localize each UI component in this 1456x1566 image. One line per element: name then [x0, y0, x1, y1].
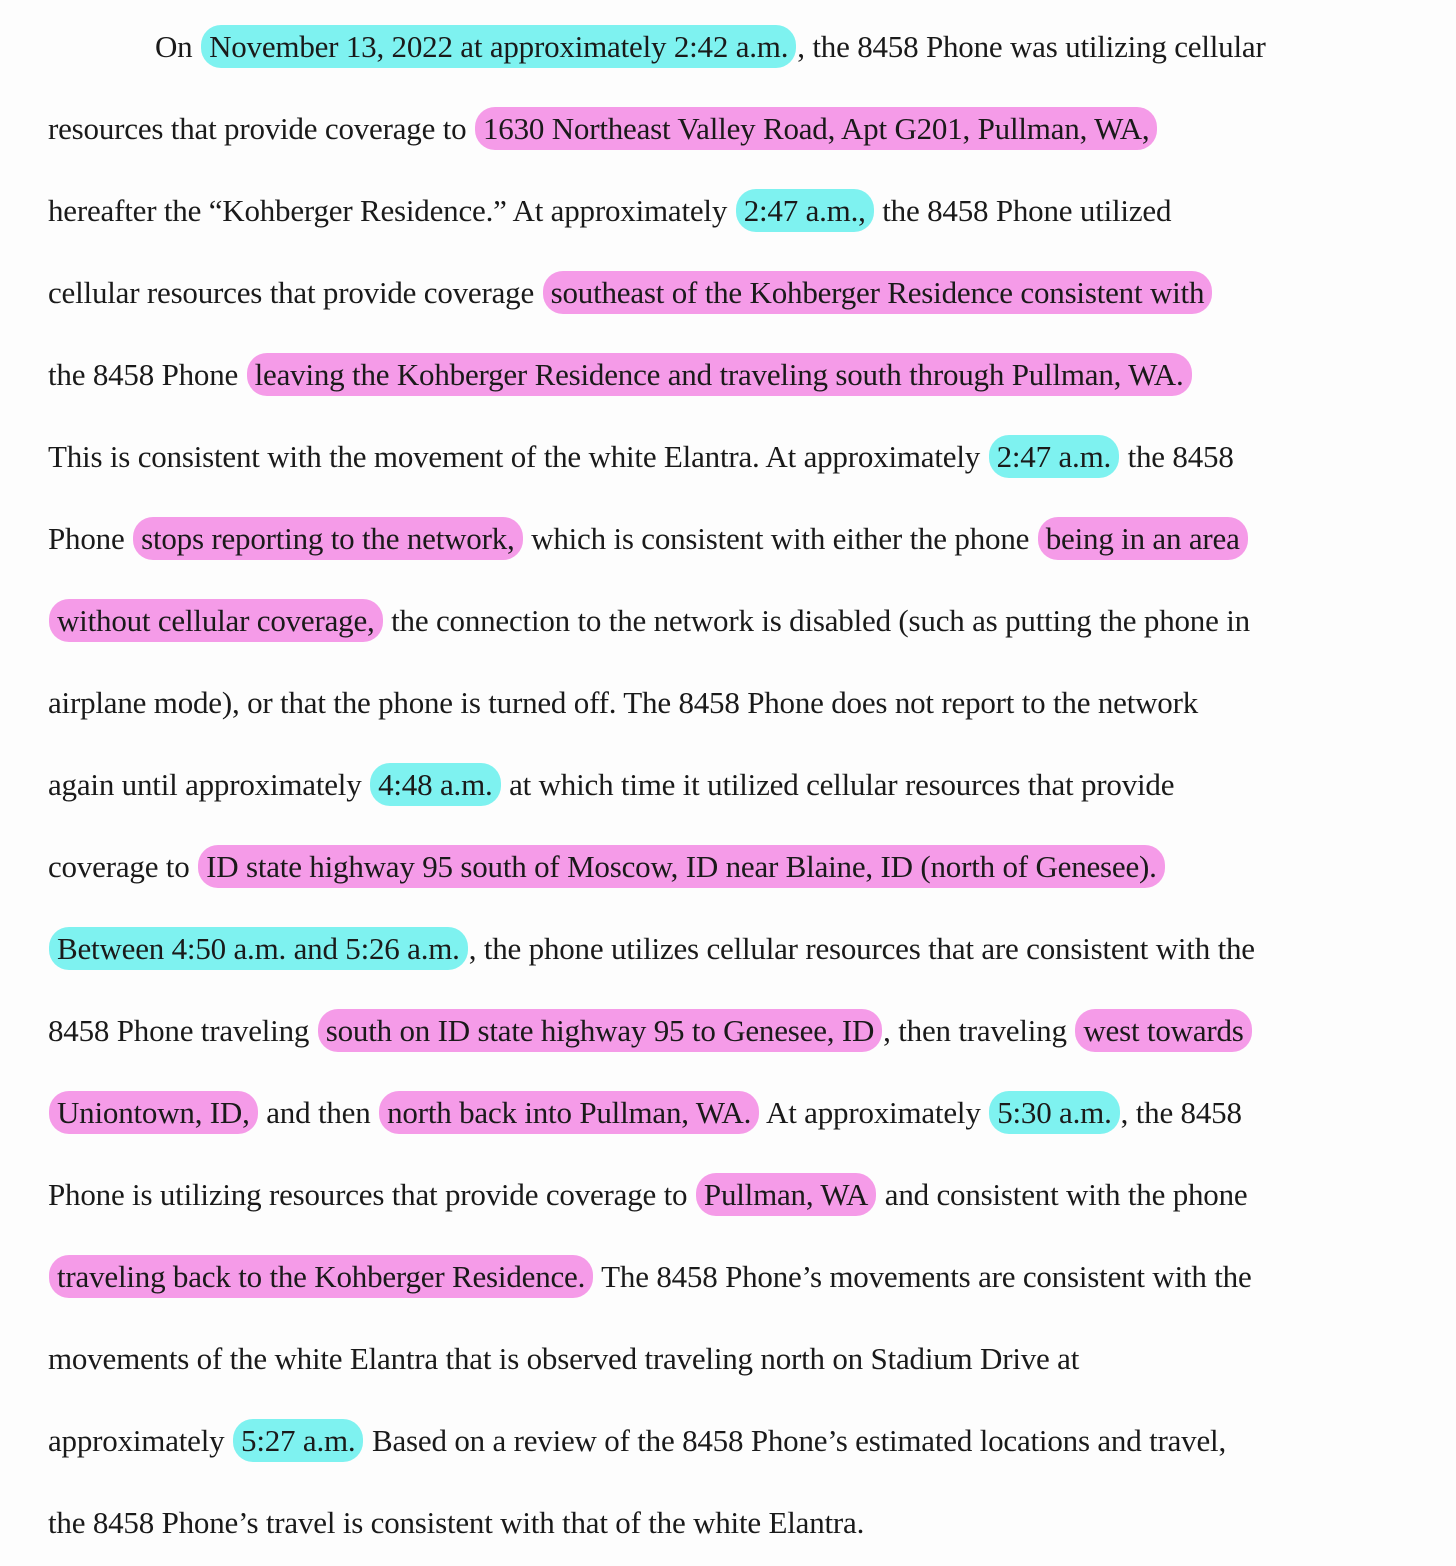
text-line — [48, 345, 1448, 405]
text-run: hereafter the “Kohberger Residence.” At approximately — [48, 193, 728, 228]
text-run: airplane mode), or that the phone is turned off. The 8458 Phone does not report to the network — [48, 685, 1199, 720]
text-run: Phone is utilizing resources that provide coverage to — [48, 1177, 688, 1212]
location-highlight: Uniontown, ID, — [49, 1091, 258, 1134]
text-line — [48, 837, 1448, 897]
time-highlight: 5:27 a.m. — [233, 1419, 363, 1462]
text-run: This is consistent with the movement of the white Elantra. At approximately — [48, 439, 981, 474]
time-highlight: 4:48 a.m. — [370, 763, 500, 806]
location-highlight: stops reporting to the network, — [133, 517, 523, 560]
location-highlight: leaving the Kohberger Residence and traveling south through Pullman, WA. — [247, 353, 1192, 396]
location-highlight: traveling back to the Kohberger Residence. — [49, 1255, 593, 1298]
text-run: coverage to — [48, 849, 190, 884]
text-line — [48, 1165, 1448, 1225]
time-highlight: 5:30 a.m. — [989, 1091, 1119, 1134]
text-line — [48, 919, 1448, 979]
text-run: which is consistent with either the phone — [531, 521, 1030, 556]
text-run: the 8458 Phone utilized — [882, 193, 1172, 228]
text-run: On — [155, 29, 193, 64]
location-highlight: west towards — [1075, 1009, 1251, 1052]
text-line — [48, 99, 1448, 159]
text-run: Based on a review of the 8458 Phone’s estimated locations and travel, — [372, 1423, 1226, 1458]
text-line — [48, 1411, 1448, 1471]
text-run: the 8458 Phone — [48, 357, 239, 392]
text-run: The 8458 Phone’s movements are consistent with the — [601, 1259, 1252, 1294]
text-run: movements of the white Elantra that is observed traveling north on Stadium Drive at — [48, 1341, 1080, 1376]
text-run: cellular resources that provide coverage — [48, 275, 535, 310]
text-run: , the 8458 Phone was utilizing cellular — [797, 29, 1266, 64]
time-highlight: 2:47 a.m., — [736, 189, 874, 232]
location-highlight: north back into Pullman, WA. — [379, 1091, 759, 1134]
text-run: the 8458 Phone’s travel is consistent with that of the white Elantra. — [48, 1505, 865, 1540]
time-highlight: Between 4:50 a.m. and 5:26 a.m. — [49, 927, 468, 970]
time-highlight: November 13, 2022 at approximately 2:42 a.m. — [201, 25, 796, 68]
text-line — [48, 1247, 1448, 1307]
text-run: at which time it utilized cellular resources that provide — [509, 767, 1175, 802]
text-line — [48, 591, 1448, 651]
text-line — [48, 509, 1448, 569]
text-line — [48, 1329, 1448, 1389]
location-highlight: without cellular coverage, — [49, 599, 383, 642]
text-run: the connection to the network is disabled (such as putting the phone in — [391, 603, 1250, 638]
location-highlight: 1630 Northeast Valley Road, Apt G201, Pullman, WA, — [475, 107, 1158, 150]
text-run: and consistent with the phone — [884, 1177, 1248, 1212]
text-line — [48, 263, 1448, 323]
text-line — [48, 181, 1448, 241]
location-highlight: being in an area — [1038, 517, 1248, 560]
location-highlight: ID state highway 95 south of Moscow, ID near Blaine, ID (north of Genesee). — [198, 845, 1165, 888]
text-run: resources that provide coverage to — [48, 111, 467, 146]
text-line — [48, 673, 1448, 733]
text-run: , the 8458 — [1120, 1095, 1242, 1130]
text-line — [48, 427, 1448, 487]
text-run: Phone — [48, 521, 125, 556]
text-run: the 8458 — [1127, 439, 1234, 474]
text-run: again until approximately — [48, 767, 362, 802]
text-run: 8458 Phone traveling — [48, 1013, 310, 1048]
location-highlight: south on ID state highway 95 to Genesee, ID — [318, 1009, 882, 1052]
text-line — [48, 1083, 1448, 1143]
text-run: and then — [266, 1095, 371, 1130]
location-highlight: southeast of the Kohberger Residence consistent with — [543, 271, 1213, 314]
text-line — [48, 755, 1448, 815]
text-line — [48, 1493, 1448, 1553]
text-run: approximately — [48, 1423, 225, 1458]
text-run: , the phone utilizes cellular resources that are consistent with the — [468, 931, 1255, 966]
location-highlight: Pullman, WA — [696, 1173, 876, 1216]
text-line — [48, 1001, 1448, 1061]
text-line — [155, 17, 1456, 77]
time-highlight: 2:47 a.m. — [989, 435, 1119, 478]
text-run: At approximately — [766, 1095, 981, 1130]
text-run: , then traveling — [883, 1013, 1067, 1048]
